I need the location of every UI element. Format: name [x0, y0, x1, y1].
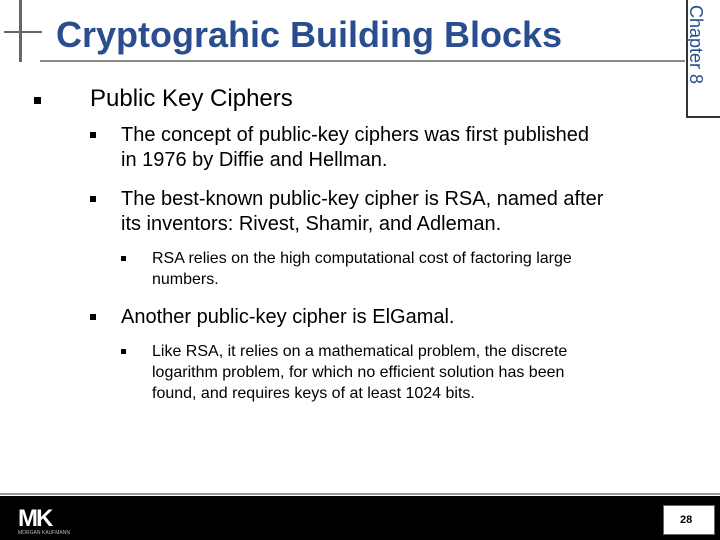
title-divider	[40, 60, 685, 62]
slide-title: Cryptograhic Building Blocks	[56, 14, 563, 55]
chapter-label: Chapter 8	[686, 5, 706, 85]
publisher-logo: MK	[18, 505, 52, 532]
sub-bullet-rsa-line-2: numbers.	[152, 271, 219, 288]
bullet-square-icon	[90, 196, 96, 202]
bullet-2-line-2: its inventors: Rivest, Shamir, and Adleman.	[121, 213, 502, 235]
page-number: 28	[680, 514, 693, 526]
bullet-square-icon	[90, 314, 96, 320]
sub-bullet-elgamal-line-3: found, and requires keys of at least 1024 bits.	[152, 385, 475, 402]
bullet-square-icon	[90, 132, 96, 138]
bullet-square-icon	[121, 256, 126, 261]
decorative-horizontal-line	[4, 31, 42, 33]
footer-bar	[0, 496, 720, 540]
bullet-square-icon	[34, 97, 41, 104]
bullet-square-icon	[121, 349, 126, 354]
sub-bullet-elgamal-line-1: Like RSA, it relies on a mathematical problem, the discrete	[152, 343, 568, 360]
sub-bullet-rsa-line-1: RSA relies on the high computational cost of factoring large	[152, 250, 572, 267]
bullet-1-line-2: in 1976 by Diffie and Hellman.	[121, 149, 388, 171]
bullet-2-line-1: The best-known public-key cipher is RSA, named after	[121, 188, 604, 210]
heading-public-key-ciphers: Public Key Ciphers	[90, 85, 293, 112]
bullet-3-line-1: Another public-key cipher is ElGamal.	[121, 306, 455, 328]
publisher-logo-subtext: MORGAN KAUFMANN	[18, 530, 70, 536]
footer-divider	[0, 493, 720, 495]
bullet-1-line-1: The concept of public-key ciphers was first published	[121, 124, 590, 146]
sub-bullet-elgamal-line-2: logarithm problem, for which no efficient solution has been	[152, 364, 565, 381]
